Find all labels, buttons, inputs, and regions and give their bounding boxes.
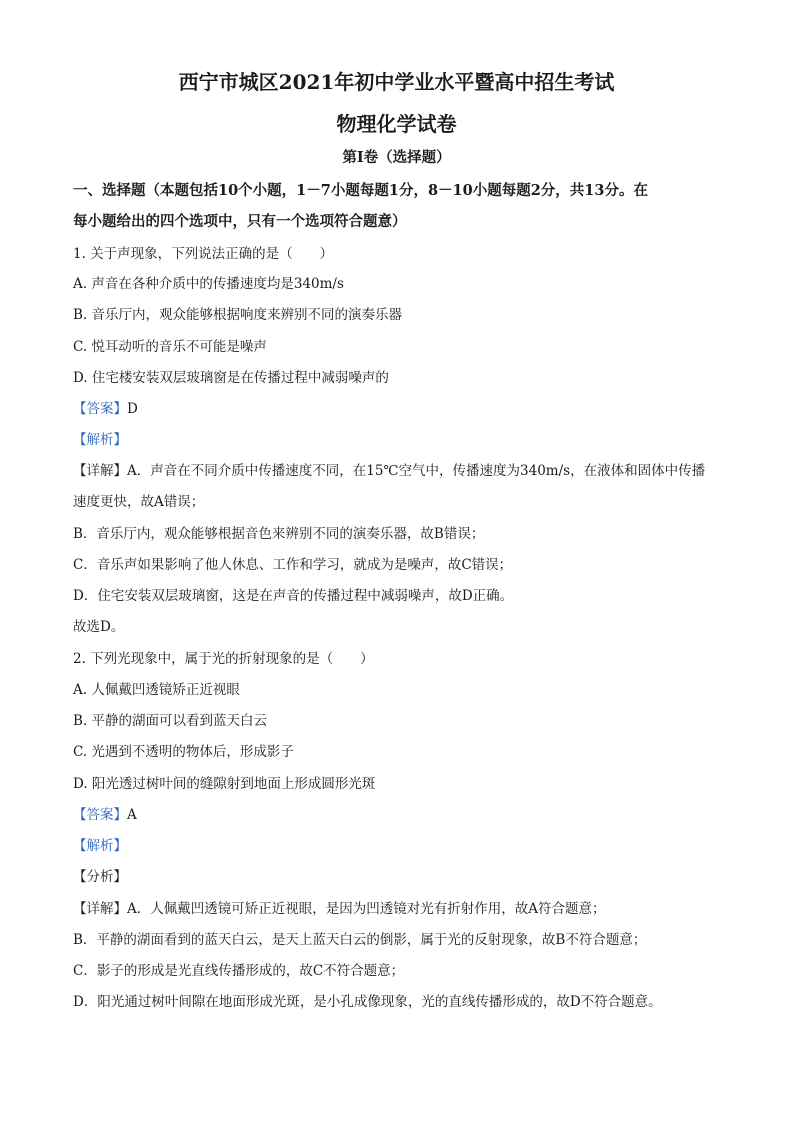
q2-stem: 2. 下列光现象中，属于光的折射现象的是（ ） xyxy=(73,651,374,667)
q1-option-a: A. 声音在各种介质中的传播速度均是340m/s xyxy=(73,276,344,292)
q2-option-c: C. 光遇到不透明的物体后，形成影子 xyxy=(73,744,294,760)
answer-tag: 【答案】 xyxy=(73,807,127,823)
q1-detail-c: C．音乐声如果影响了他人休息、工作和学习，就成为是噪声，故C错误； xyxy=(73,557,513,573)
detail-tag: 【详解】 xyxy=(73,901,127,917)
q2-detail-a: A．人佩戴凹透镜可矫正近视眼，是因为凹透镜对光有折射作用，故A符合题意； xyxy=(127,901,606,917)
q1-detail-line1 xyxy=(73,460,733,482)
q1-stem: 1. 关于声现象，下列说法正确的是（ ） xyxy=(73,246,334,262)
q2-answer-value: A xyxy=(127,807,137,823)
q2-detail-b: B．平静的湖面看到的蓝天白云，是天上蓝天白云的倒影，属于光的反射现象，故B不符合题意； xyxy=(73,932,647,948)
detail-tag: 【详解】 xyxy=(73,463,127,479)
q2-detail-c: C．影子的形成是光直线传播形成的，故C不符合题意； xyxy=(73,963,405,979)
q2-option-d: D. 阳光透过树叶间的缝隙射到地面上形成圆形光斑 xyxy=(73,776,376,792)
q2-answer-line xyxy=(73,804,733,826)
q1-detail-line2: 速度更快，故A错误； xyxy=(73,494,205,510)
q1-detail-b: B．音乐厅内，观众能够根据音色来辨别不同的演奏乐器，故B错误； xyxy=(73,526,485,542)
q2-option-b: B. 平静的湖面可以看到蓝天白云 xyxy=(73,713,268,729)
answer-tag: 【答案】 xyxy=(73,401,127,417)
q2-detail-d: D．阳光通过树叶间隙在地面形成光斑，是小孔成像现象，光的直线传播形成的，故D不符合题意。 xyxy=(73,994,662,1010)
q1-detail-d: D．住宅安装双层玻璃窗，这是在声音的传播过程中减弱噪声，故D正确。 xyxy=(73,588,514,604)
q1-answer-value: D xyxy=(127,401,138,417)
q2-option-a: A. 人佩戴凹透镜矫正近视眼 xyxy=(73,682,240,698)
q1-conclusion: 故选D。 xyxy=(73,619,125,635)
section-heading-line2: 每小题给出的四个选项中，只有一个选项符合题意） xyxy=(73,213,407,230)
volume-title: 第Ⅰ卷（选择题） xyxy=(342,149,451,166)
q1-option-d: D. 住宅楼安装双层玻璃窗是在传播过程中减弱噪声的 xyxy=(73,370,389,386)
q1-option-c: C. 悦耳动听的音乐不可能是噪声 xyxy=(73,339,267,355)
q1-analysis-tag: 【解析】 xyxy=(73,432,127,448)
q1-option-b: B. 音乐厅内，观众能够根据响度来辨别不同的演奏乐器 xyxy=(73,307,403,323)
exam-title: 西宁市城区2021年初中学业水平暨高中招生考试 xyxy=(178,70,615,94)
section-heading-line1: 一、选择题（本题包括10个小题，1－7小题每题1分，8－10小题每题2分，共13分。在 xyxy=(73,182,648,199)
exam-subtitle: 物理化学试卷 xyxy=(336,112,457,136)
q2-analysis-tag: 【解析】 xyxy=(73,838,127,854)
q2-fenxi-tag: 【分析】 xyxy=(73,869,127,885)
q1-answer-line xyxy=(73,398,733,420)
q2-detail-a-line xyxy=(73,898,733,920)
q1-detail-text1: A．声音在不同介质中传播速度不同，在15℃空气中，传播速度为340m/s，在液体和固体中传播 xyxy=(127,463,706,479)
